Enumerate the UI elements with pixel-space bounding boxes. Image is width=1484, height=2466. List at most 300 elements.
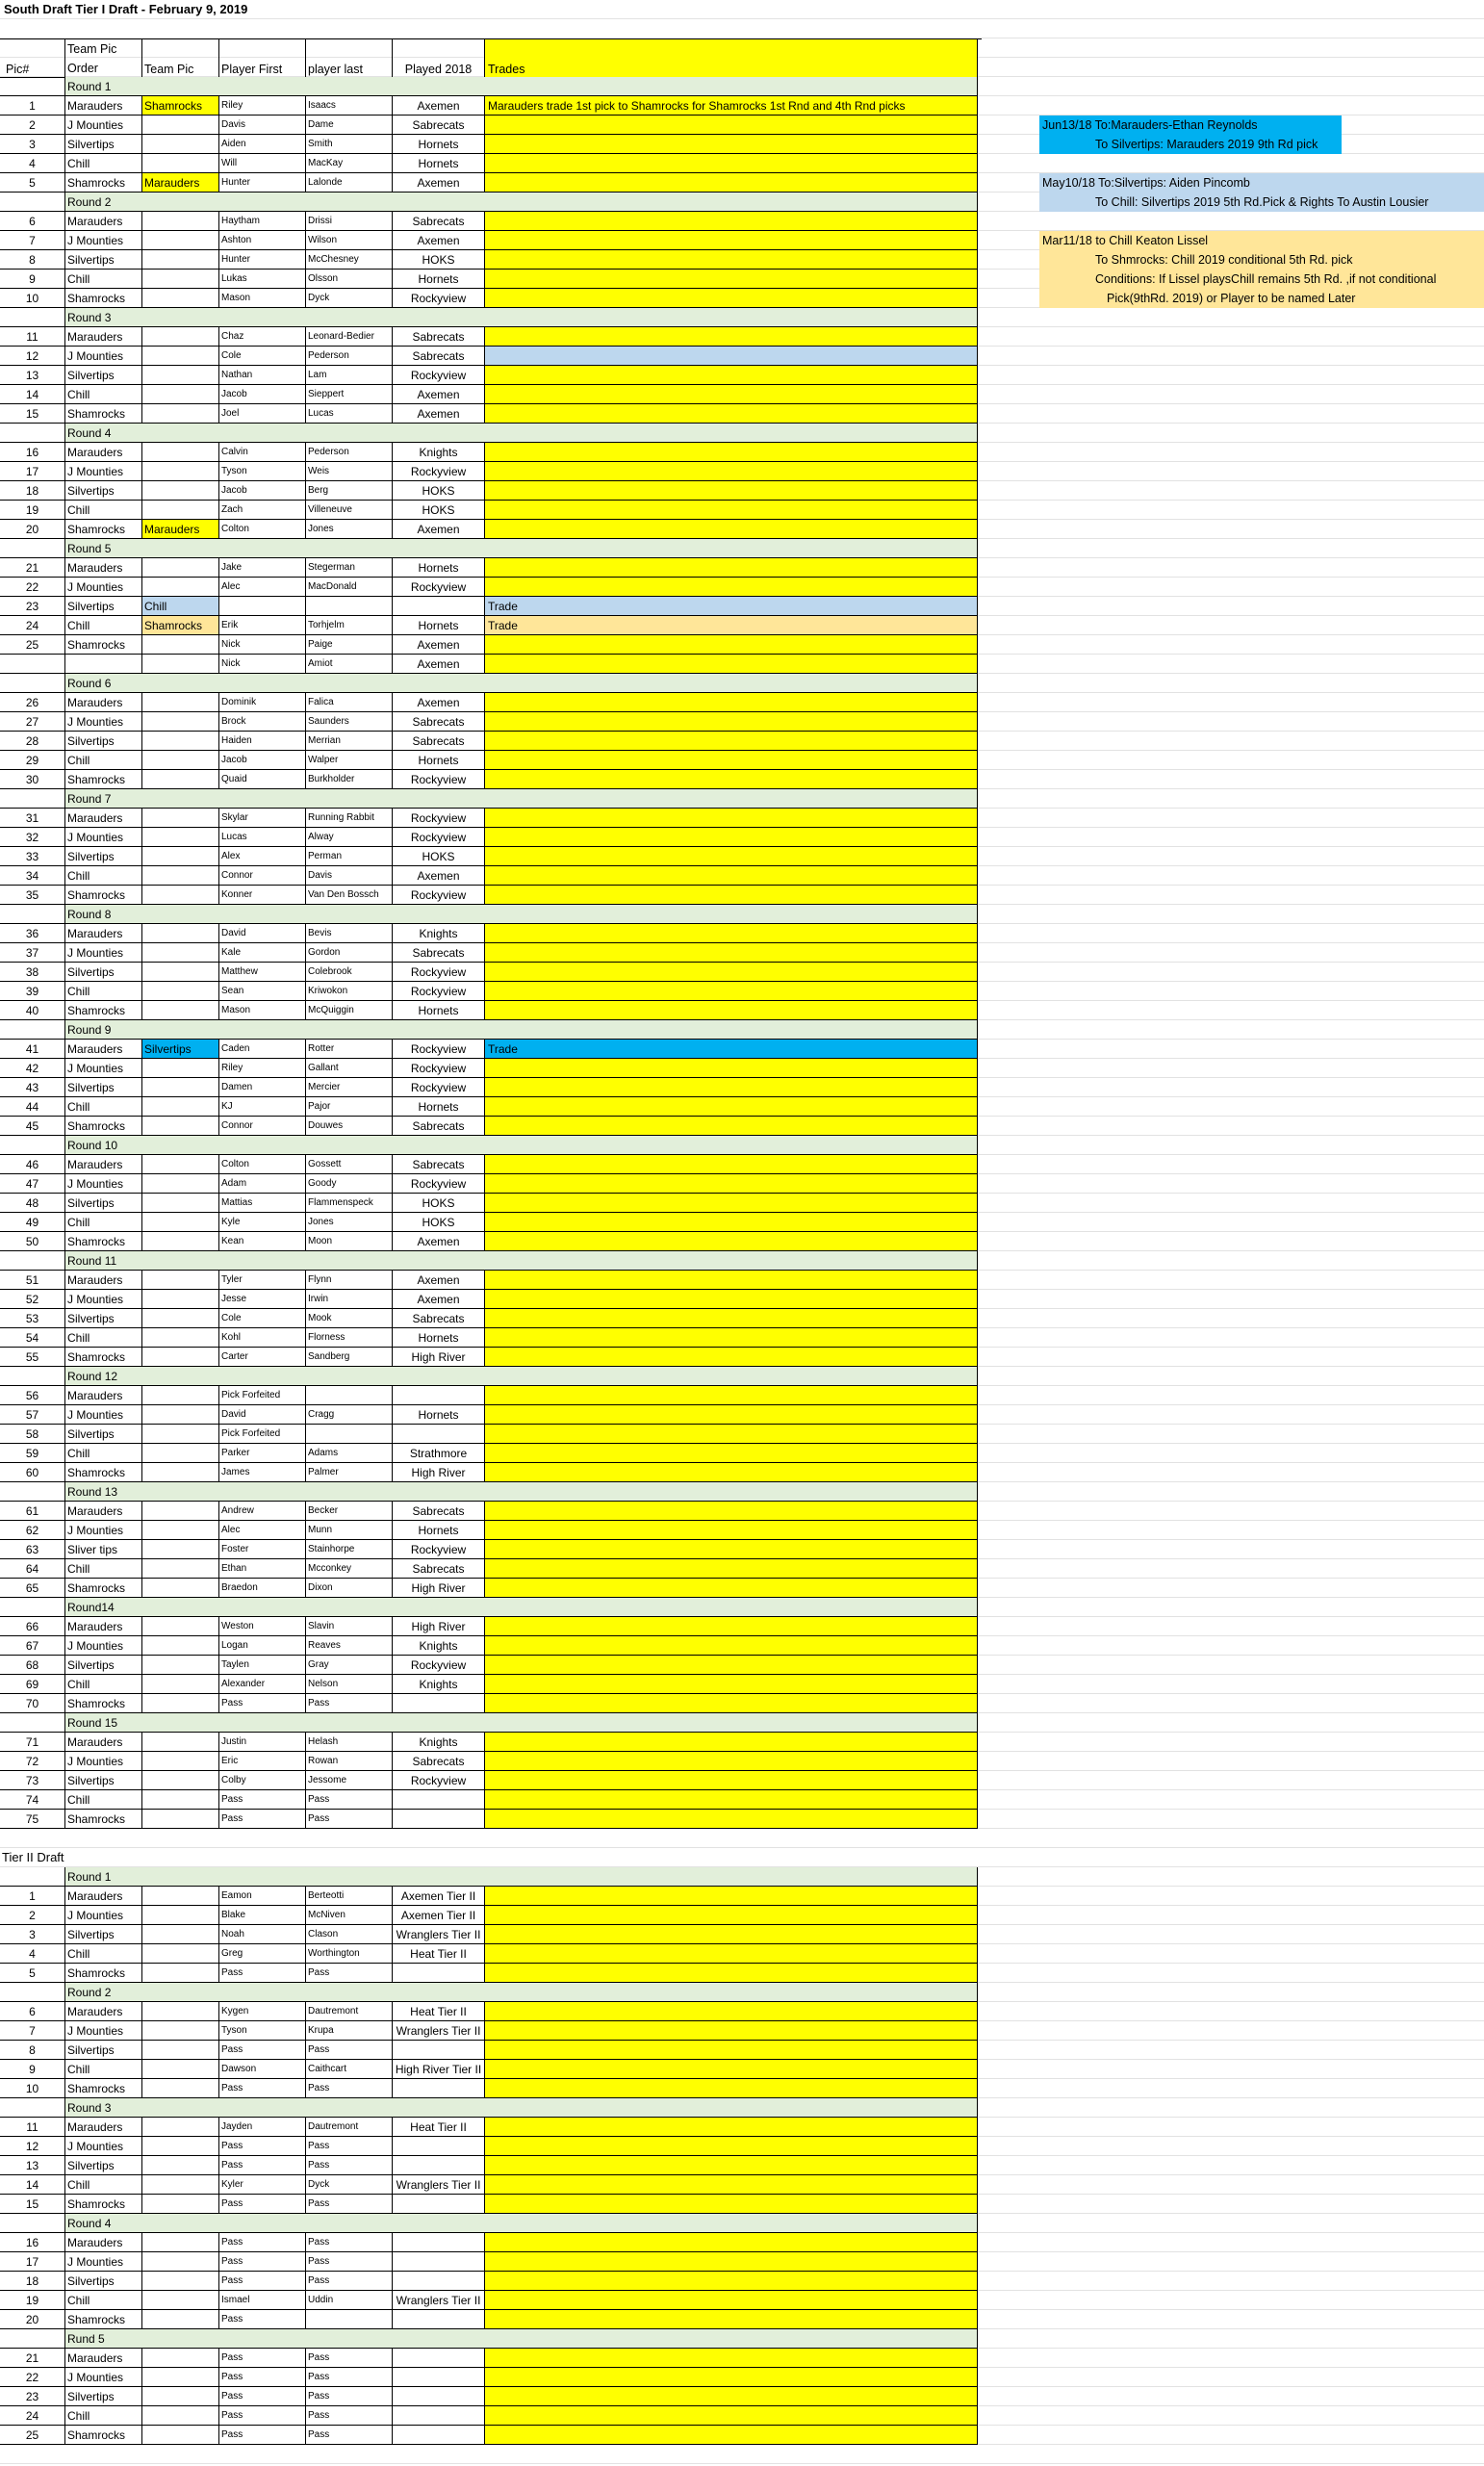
team-order: Silvertips [65, 847, 142, 866]
team-pic [142, 1675, 219, 1694]
player-last: Burkholder [306, 770, 393, 789]
pick-number: 31 [0, 809, 65, 828]
player-first: Jacob [219, 385, 306, 404]
player-first: Pass [219, 2079, 306, 2098]
pick-number: 65 [0, 1579, 65, 1598]
team-order: Silvertips [65, 1656, 142, 1675]
team-pic [142, 847, 219, 866]
round-label: Round 2 [65, 1983, 978, 2002]
table-row [0, 2175, 982, 2195]
played-2018: High River [393, 1348, 485, 1367]
player-last: Pajor [306, 1097, 393, 1117]
team-pic [142, 154, 219, 173]
table-row [0, 2349, 982, 2368]
table-row [0, 2387, 982, 2406]
team-order: Marauders [65, 327, 142, 347]
round-pic-cell [0, 1867, 65, 1887]
played-2018: Rockyview [393, 1656, 485, 1675]
team-order: J Mounties [65, 1752, 142, 1771]
team-order: J Mounties [65, 943, 142, 963]
table-row [0, 1232, 982, 1251]
trade-note [485, 1521, 978, 1540]
played-2018: Rockyview [393, 1078, 485, 1097]
played-2018 [393, 2310, 485, 2329]
player-last: Rowan [306, 1752, 393, 1771]
player-last: Pederson [306, 443, 393, 462]
player-last: Cragg [306, 1405, 393, 1425]
pick-number: 72 [0, 1752, 65, 1771]
trade-note-line: Pick(9thRd. 2019) or Player to be named Later [1107, 292, 1356, 305]
pick-number: 20 [0, 2310, 65, 2329]
played-2018: Sabrecats [393, 1155, 485, 1174]
played-2018 [393, 597, 485, 616]
table-row [0, 501, 982, 520]
table-row [0, 462, 982, 481]
team-pic [142, 1540, 219, 1559]
played-2018: Hornets [393, 1001, 485, 1020]
table-row [0, 886, 982, 905]
player-last: McNiven [306, 1906, 393, 1925]
player-first: Pass [219, 2041, 306, 2060]
round-pic-cell [0, 2329, 65, 2349]
team-pic [142, 770, 219, 789]
round-label: Round 10 [65, 1136, 978, 1155]
trade-note [485, 212, 978, 231]
player-last: Leonard-Bedier [306, 327, 393, 347]
player-first: Jake [219, 558, 306, 578]
played-2018: Rockyview [393, 366, 485, 385]
team-order: Chill [65, 270, 142, 289]
player-first: Kohl [219, 1328, 306, 1348]
team-order: Silvertips [65, 597, 142, 616]
table-row [0, 1155, 982, 1174]
pick-number: 4 [0, 1944, 65, 1964]
team-order: J Mounties [65, 578, 142, 597]
team-order: Shamrocks [65, 1579, 142, 1598]
trade-note [485, 635, 978, 655]
table-row [0, 1810, 982, 1829]
played-2018: Sabrecats [393, 943, 485, 963]
player-last: Dixon [306, 1579, 393, 1598]
trade-note [485, 943, 978, 963]
team-pic [142, 1617, 219, 1636]
table-row [0, 2195, 982, 2214]
pick-number: 13 [0, 366, 65, 385]
pick-number: 56 [0, 1386, 65, 1405]
trade-note [485, 1386, 978, 1405]
team-order: Marauders [65, 1271, 142, 1290]
player-first: Connor [219, 866, 306, 886]
pick-number: 54 [0, 1328, 65, 1348]
team-pic [142, 135, 219, 154]
player-last: Pass [306, 2252, 393, 2272]
pick-number: 29 [0, 751, 65, 770]
pick-number: 1 [0, 1887, 65, 1906]
round-row [0, 1020, 982, 1040]
table-row [0, 693, 982, 712]
trade-note-line: May10/18 To:Silvertips: Aiden Pincomb [1042, 176, 1250, 190]
played-2018: HOKS [393, 1194, 485, 1213]
trade-note [485, 1078, 978, 1097]
player-first: Pass [219, 1694, 306, 1713]
player-first: Haiden [219, 732, 306, 751]
team-pic [142, 1694, 219, 1713]
trade-note-line: To Chill: Silvertips 2019 5th Rd.Pick & Rights To Austin Lousier [1095, 195, 1429, 209]
team-pic [142, 501, 219, 520]
trade-note [485, 2426, 978, 2445]
team-pic [142, 2291, 219, 2310]
team-order: Chill [65, 1559, 142, 1579]
team-order: Shamrocks [65, 520, 142, 539]
player-first: Nathan [219, 366, 306, 385]
pick-number: 10 [0, 289, 65, 308]
trade-note [485, 1213, 978, 1232]
trade-note-box [1039, 173, 1484, 212]
pick-number: 42 [0, 1059, 65, 1078]
table-row [0, 1194, 982, 1213]
table-row [0, 212, 982, 231]
team-order: J Mounties [65, 347, 142, 366]
table-row [0, 520, 982, 539]
pick-number: 18 [0, 2272, 65, 2291]
table-row [0, 1117, 982, 1136]
team-order: Silvertips [65, 1194, 142, 1213]
team-order: Chill [65, 2175, 142, 2195]
played-2018 [393, 2079, 485, 2098]
played-2018: Strathmore [393, 1444, 485, 1463]
played-2018: High River [393, 1617, 485, 1636]
header-first: Player First [219, 39, 306, 78]
round-pic-cell [0, 2214, 65, 2233]
team-order: Marauders [65, 693, 142, 712]
team-pic [142, 866, 219, 886]
table-row [0, 443, 982, 462]
team-pic [142, 116, 219, 135]
round-label: Round14 [65, 1598, 978, 1617]
team-pic [142, 2118, 219, 2137]
round-pic-cell [0, 1713, 65, 1733]
table-row [0, 1502, 982, 1521]
team-order: Marauders [65, 924, 142, 943]
table-row [0, 1579, 982, 1598]
round-row [0, 1367, 982, 1386]
table-row [0, 924, 982, 943]
trade-note: Trade [485, 616, 978, 635]
trade-note [485, 1405, 978, 1425]
player-first: Tyson [219, 462, 306, 481]
played-2018 [393, 2195, 485, 2214]
played-2018: Axemen [393, 231, 485, 250]
played-2018: Rockyview [393, 462, 485, 481]
pick-number: 16 [0, 2233, 65, 2252]
trade-note [485, 2060, 978, 2079]
pick-number: 3 [0, 1925, 65, 1944]
player-first: David [219, 924, 306, 943]
player-last: Pass [306, 2406, 393, 2426]
team-order: J Mounties [65, 462, 142, 481]
table-row [0, 1771, 982, 1790]
pick-number: 37 [0, 943, 65, 963]
played-2018: Sabrecats [393, 1559, 485, 1579]
player-last: Jones [306, 1213, 393, 1232]
team-order: Marauders [65, 1733, 142, 1752]
team-pic [142, 828, 219, 847]
trade-note [485, 404, 978, 424]
pick-number: 39 [0, 982, 65, 1001]
table-row [0, 809, 982, 828]
player-first: Pick Forfeited [219, 1386, 306, 1405]
played-2018: HOKS [393, 501, 485, 520]
team-order: Marauders [65, 212, 142, 231]
round-label: Round 2 [65, 193, 978, 212]
round-row [0, 1713, 982, 1733]
trade-note-box [1039, 116, 1342, 154]
pick-number: 52 [0, 1290, 65, 1309]
table-row [0, 1444, 982, 1463]
trade-note [485, 1925, 978, 1944]
player-first: Tyler [219, 1271, 306, 1290]
team-order: J Mounties [65, 828, 142, 847]
pick-number: 20 [0, 520, 65, 539]
team-pic [142, 2252, 219, 2272]
played-2018: Sabrecats [393, 1117, 485, 1136]
trade-note [485, 347, 978, 366]
round-row [0, 1136, 982, 1155]
player-first: Mason [219, 289, 306, 308]
trade-note: Trade [485, 1040, 978, 1059]
player-last: Isaacs [306, 96, 393, 116]
player-first: Kean [219, 1232, 306, 1251]
player-first: Pass [219, 1964, 306, 1983]
pick-number: 18 [0, 481, 65, 501]
played-2018: Rockyview [393, 809, 485, 828]
team-pic [142, 443, 219, 462]
played-2018: Sabrecats [393, 1752, 485, 1771]
played-2018: Axemen [393, 1271, 485, 1290]
pick-number: 38 [0, 963, 65, 982]
player-first: Pass [219, 2406, 306, 2426]
team-pic [142, 1636, 219, 1656]
team-pic [142, 289, 219, 308]
player-first: Tyson [219, 2021, 306, 2041]
player-last: Adams [306, 1444, 393, 1463]
played-2018: Wranglers Tier II [393, 2291, 485, 2310]
round-label: Round 11 [65, 1251, 978, 1271]
player-last: Douwes [306, 1117, 393, 1136]
player-first: Andrew [219, 1502, 306, 1521]
trade-note [485, 2291, 978, 2310]
player-last: Pass [306, 1790, 393, 1810]
team-order: Chill [65, 2060, 142, 2079]
trade-note [485, 2021, 978, 2041]
played-2018: Rockyview [393, 1771, 485, 1790]
pick-number: 58 [0, 1425, 65, 1444]
played-2018: Rockyview [393, 289, 485, 308]
team-order: Shamrocks [65, 635, 142, 655]
player-first: Lucas [219, 828, 306, 847]
round-row [0, 674, 982, 693]
team-order: Shamrocks [65, 1232, 142, 1251]
table-row [0, 1636, 982, 1656]
pick-number: 36 [0, 924, 65, 943]
player-first: Colby [219, 1771, 306, 1790]
player-first: Pass [219, 2368, 306, 2387]
round-label: Round 3 [65, 2098, 978, 2118]
played-2018: Axemen [393, 520, 485, 539]
team-pic [142, 693, 219, 712]
team-pic [142, 2195, 219, 2214]
team-pic [142, 1194, 219, 1213]
player-first: Ismael [219, 2291, 306, 2310]
table-row [0, 2118, 982, 2137]
player-first: Foster [219, 1540, 306, 1559]
player-first: Jayden [219, 2118, 306, 2137]
team-pic [142, 1348, 219, 1367]
table-row [0, 597, 982, 616]
trade-note [485, 2175, 978, 2195]
trade-note [485, 732, 978, 751]
team-order: J Mounties [65, 2368, 142, 2387]
player-last: Pass [306, 2387, 393, 2406]
player-last: Dautremont [306, 2002, 393, 2021]
player-last: Lucas [306, 404, 393, 424]
team-order: Chill [65, 1444, 142, 1463]
round-row [0, 2214, 982, 2233]
table-row [0, 2272, 982, 2291]
trade-note-line: To Shmrocks: Chill 2019 conditional 5th Rd. pick [1095, 253, 1353, 267]
pick-number: 74 [0, 1790, 65, 1810]
round-pic-cell [0, 308, 65, 327]
trade-note [485, 1675, 978, 1694]
pick-number: 47 [0, 1174, 65, 1194]
played-2018: Hornets [393, 1097, 485, 1117]
team-pic [142, 2137, 219, 2156]
trade-note [485, 1174, 978, 1194]
team-pic [142, 2349, 219, 2368]
team-pic [142, 1328, 219, 1348]
player-first: Damen [219, 1078, 306, 1097]
team-order: J Mounties [65, 1521, 142, 1540]
pick-number: 22 [0, 2368, 65, 2387]
table-row [0, 2137, 982, 2156]
played-2018: Sabrecats [393, 116, 485, 135]
round-row [0, 1867, 982, 1887]
played-2018: Axemen [393, 173, 485, 193]
team-pic [142, 481, 219, 501]
pick-number: 48 [0, 1194, 65, 1213]
trade-note [485, 173, 978, 193]
table-row [0, 1348, 982, 1367]
table-row [0, 1656, 982, 1675]
trade-note [485, 2387, 978, 2406]
table-row [0, 1213, 982, 1232]
player-first: Skylar [219, 809, 306, 828]
round-label: Round 6 [65, 674, 978, 693]
team-order: Shamrocks [65, 404, 142, 424]
player-first: Carter [219, 1348, 306, 1367]
team-order: J Mounties [65, 116, 142, 135]
table-row [0, 770, 982, 789]
round-pic-cell [0, 674, 65, 693]
trade-note [485, 1540, 978, 1559]
table-row [0, 2060, 982, 2079]
played-2018: Axemen [393, 96, 485, 116]
pick-number: 17 [0, 462, 65, 481]
player-last: Gray [306, 1656, 393, 1675]
team-pic: Chill [142, 597, 219, 616]
round-row [0, 1251, 982, 1271]
player-first [219, 597, 306, 616]
round-pic-cell [0, 1598, 65, 1617]
table-row [0, 173, 982, 193]
team-pic [142, 1213, 219, 1232]
trade-note [485, 751, 978, 770]
table-row [0, 2291, 982, 2310]
round-pic-cell [0, 539, 65, 558]
player-last: Drissi [306, 212, 393, 231]
pick-number: 46 [0, 1155, 65, 1174]
table-row [0, 2021, 982, 2041]
played-2018 [393, 2252, 485, 2272]
team-order: Sliver tips [65, 1540, 142, 1559]
team-pic [142, 1155, 219, 1174]
pick-number: 69 [0, 1675, 65, 1694]
trade-note [485, 1944, 978, 1964]
trade-note [485, 385, 978, 404]
trade-note [485, 578, 978, 597]
player-last: Dame [306, 116, 393, 135]
pick-number [0, 655, 65, 674]
table-row [0, 231, 982, 250]
table-row [0, 1733, 982, 1752]
table-row [0, 732, 982, 751]
table-row [0, 250, 982, 270]
table-row [0, 1078, 982, 1097]
team-pic [142, 1290, 219, 1309]
player-first: Pass [219, 2426, 306, 2445]
trade-note [485, 2349, 978, 2368]
table-row [0, 347, 982, 366]
team-pic [142, 1444, 219, 1463]
trade-note [485, 116, 978, 135]
team-order: Marauders [65, 2002, 142, 2021]
team-order: Silvertips [65, 2387, 142, 2406]
team-order: Chill [65, 1790, 142, 1810]
table-row [0, 96, 982, 116]
table-row [0, 1790, 982, 1810]
player-first: Will [219, 154, 306, 173]
trade-note: Marauders trade 1st pick to Shamrocks for Shamrocks 1st Rnd and 4th Rnd picks [485, 96, 978, 116]
trade-note [485, 2368, 978, 2387]
team-pic [142, 1752, 219, 1771]
round-label: Round 13 [65, 1482, 978, 1502]
player-last [306, 597, 393, 616]
header-played: Played 2018 [393, 39, 485, 78]
played-2018 [393, 1386, 485, 1405]
pick-number: 7 [0, 231, 65, 250]
table-row [0, 1290, 982, 1309]
table-row [0, 1944, 982, 1964]
table-row [0, 481, 982, 501]
trade-note [485, 866, 978, 886]
team-order: Chill [65, 1097, 142, 1117]
pick-number: 71 [0, 1733, 65, 1752]
team-pic [142, 1097, 219, 1117]
player-last: Gallant [306, 1059, 393, 1078]
header-order-line2: Order [67, 62, 98, 75]
team-order: J Mounties [65, 231, 142, 250]
team-order: Chill [65, 385, 142, 404]
